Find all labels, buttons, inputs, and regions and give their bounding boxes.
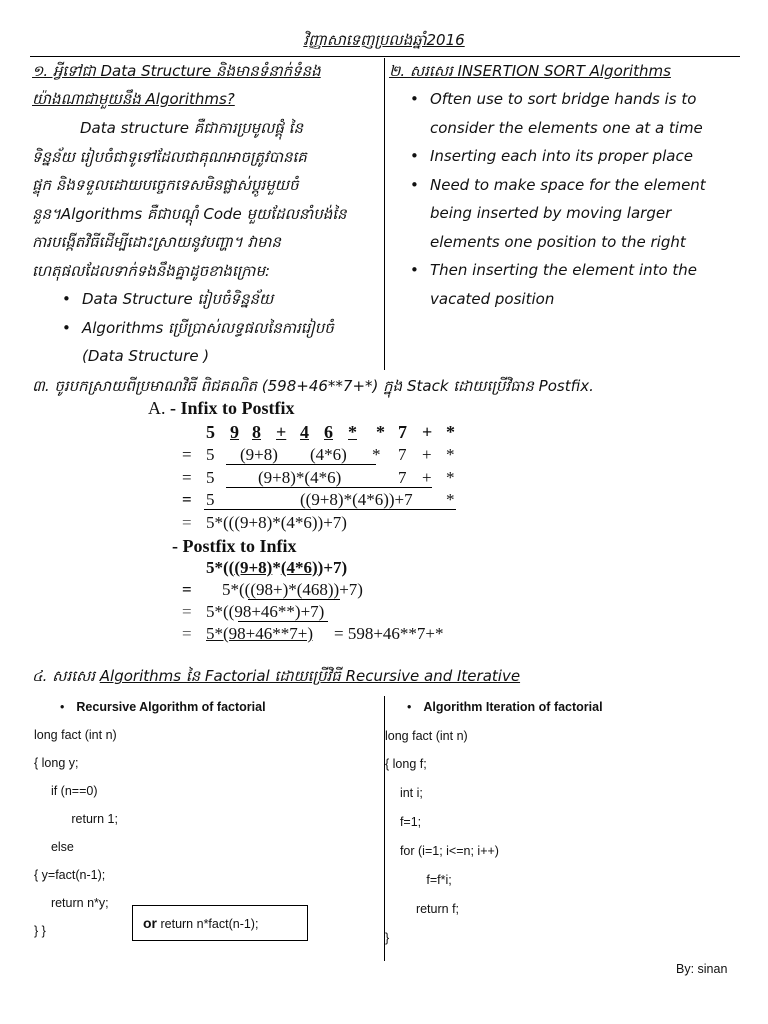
alternate-return-box: or return n*fact(n-1); bbox=[132, 905, 308, 941]
q1-bullet: • Data Structure រៀបចំទិន្នន័យ bbox=[82, 285, 385, 314]
q1-para-line: ទិន្នន័យ រៀបចំជាទូទៅដែលជាគុណអាចត្រូវបានគេ bbox=[32, 147, 307, 166]
q1-para-line: ការបង្កើតវិធីដើម្បីដោះស្រាយនូវបញ្ហា។ វាមាន bbox=[32, 233, 281, 251]
code-line: if (n==0) bbox=[44, 784, 98, 798]
postfix-row-2: = 5 (9+8)*(4*6) 7 + * bbox=[182, 468, 455, 487]
underline bbox=[248, 599, 340, 600]
underline bbox=[238, 621, 328, 622]
iterative-code bbox=[385, 729, 745, 949]
q1-heading-line2: យ៉ាងណាជាមួយនឹង Algorithms? bbox=[32, 90, 235, 108]
postfix-row-4: = 5*(((9+8)*(4*6))+7) bbox=[182, 513, 347, 532]
code-line: } bbox=[385, 931, 390, 945]
q2-heading: ២. សរសេរ INSERTION SORT Algorithms bbox=[389, 62, 671, 80]
q1-para-line: ផ្ទុក និងទទួលដោយបច្ចេកទេសមិនផ្លាស់ប្តូរមួយចំ bbox=[32, 176, 299, 194]
infix-row-3: = 5*(98+46**7+) = 598+46**7+* bbox=[182, 624, 444, 643]
q1-bullets bbox=[60, 285, 385, 370]
q3-a-title: A. - Infix to Postfix bbox=[148, 398, 295, 418]
author-credit: By: sinan bbox=[676, 962, 728, 976]
code-line: for (i=1; i<=n; i++) bbox=[393, 844, 499, 858]
code-line: } } bbox=[34, 924, 46, 938]
q1-bullet: • Algorithms ប្រើប្រាស់លទ្ធផលនៃការរៀបចំ bbox=[82, 314, 385, 343]
postfix-row-1: = 5 (9+8) (4*6) * 7 + * bbox=[182, 445, 455, 464]
infix-row-0: 5*(((9+8)*(4*6))+7) bbox=[206, 558, 348, 577]
underline bbox=[226, 487, 432, 488]
code-line: f=1; bbox=[393, 815, 422, 829]
q2-bullet: • Need to make space for the element being inserted by moving larger elements one position to the right bbox=[430, 171, 738, 257]
q3-heading: ៣. ចូរបកស្រាយពីប្រមាណវិធី ពិជគណិត (598+46**7+*) ក្នុង Stack ដោយប្រើវិធាន Postfix. bbox=[32, 377, 594, 395]
code-line: int i; bbox=[393, 786, 423, 800]
q1-para-line: ហេតុផលដែលទាក់ទងនឹងគ្នាដូចខាងក្រោម: bbox=[32, 261, 271, 280]
q3-b-title: - Postfix to Infix bbox=[172, 536, 297, 556]
postfix-row-3: = 5 ((9+8)*(4*6))+7 * bbox=[182, 490, 455, 509]
code-line: { long y; bbox=[34, 756, 79, 770]
q1-paragraph bbox=[32, 114, 382, 285]
q2-bullet: • Then inserting the element into the vacated position bbox=[430, 256, 738, 313]
iterative-title: • Algorithm Iteration of factorial bbox=[407, 700, 603, 714]
q2-bullets bbox=[408, 85, 738, 313]
q1-heading bbox=[32, 57, 382, 113]
page-title: វិញ្ញាសាទេញប្រលងឆ្នាំ2016 bbox=[303, 31, 465, 49]
infix-row-1: = 5*(((98+)*(468))+7) bbox=[182, 580, 363, 599]
code-line: { long f; bbox=[385, 757, 427, 771]
code-line: { y=fact(n-1); bbox=[34, 868, 106, 882]
code-line: else bbox=[44, 840, 74, 854]
q1-para-line: Data structure គឺជាការប្រមូលផ្តុំ នៃ bbox=[80, 119, 303, 137]
code-line: f=f*i; bbox=[409, 873, 452, 887]
code-line: return n*y; bbox=[44, 896, 109, 910]
infix-row-2: = 5*((98+46**)+7) bbox=[182, 602, 325, 621]
q1-bullet-continuation: (Data Structure ) bbox=[82, 347, 210, 365]
code-line: return 1; bbox=[54, 812, 118, 826]
q1-para-line: នួន។Algorithms គឺជាបណ្តុំ Code មួយដែលនាំបង់នៃ bbox=[32, 204, 347, 223]
q1-heading-line1: ១. អ្វីទៅជា Data Structure និងមានទំនាក់ទំនង bbox=[32, 62, 321, 80]
code-line: long fact (int n) bbox=[34, 728, 117, 742]
recursive-title: • Recursive Algorithm of factorial bbox=[60, 700, 266, 714]
underline bbox=[226, 464, 376, 465]
code-line: long fact (int n) bbox=[385, 729, 468, 743]
code-line: return f; bbox=[409, 902, 460, 916]
postfix-row-0: 5 9 8 + 4 6 * * 7 + * bbox=[206, 422, 455, 442]
q2-bullet: • Often use to sort bridge hands is to consider the elements one at a time bbox=[430, 85, 738, 142]
q4-heading: ៤. សរសេរ Algorithms នៃ Factorial ដោយប្រើវិធី Recursive and Iterative bbox=[32, 667, 521, 685]
q2-bullet: • Inserting each into its proper place bbox=[430, 142, 738, 171]
underline bbox=[204, 509, 456, 510]
